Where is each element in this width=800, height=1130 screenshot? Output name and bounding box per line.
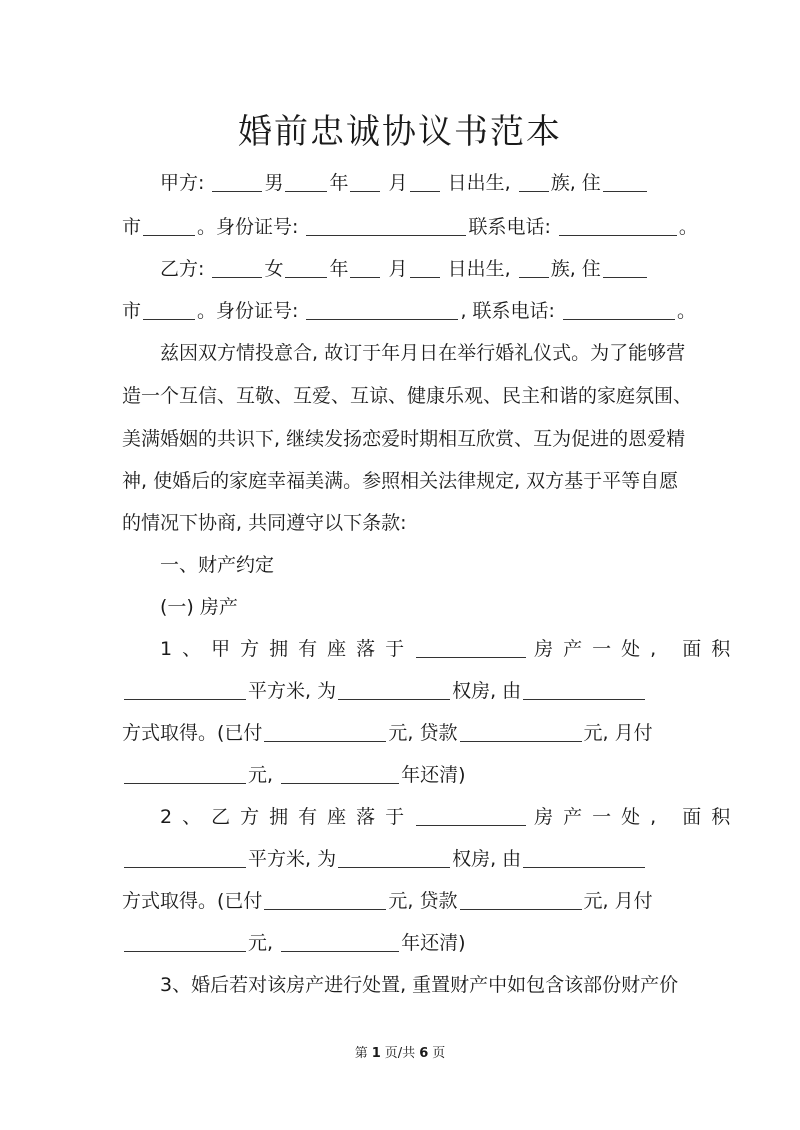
clause-text: 权房, 由: [452, 680, 522, 702]
clause-3-line1: 3、婚后若对该房产进行处置, 重置财产中如包含该部份财产价: [160, 974, 679, 996]
clause-text: 元,: [248, 764, 274, 786]
clause-2-line4: [122, 930, 682, 956]
phone-label: 联系电话:: [468, 216, 551, 238]
party-b-label: 乙方:: [160, 258, 205, 280]
blank: [338, 847, 450, 868]
clause-2-line3: [122, 888, 682, 914]
blank: [350, 257, 380, 278]
preamble-line: 神, 使婚后的家庭幸福美满。参照相关法律规定, 双方基于平等自愿: [122, 470, 679, 492]
blank: [281, 763, 399, 784]
clause-text: 房产一处, 面积: [534, 638, 741, 660]
blank: [519, 171, 549, 192]
blank: [124, 847, 246, 868]
year-text: 年: [329, 258, 349, 280]
clause-text: 年还清): [401, 764, 466, 786]
clause-text: 年还清): [401, 932, 466, 954]
clause-2-line2: [122, 846, 682, 872]
preamble-line: 美满婚姻的共识下, 继续发扬恋爱时期相互欣赏、互为促进的恩爱精: [122, 428, 686, 450]
blank: [460, 889, 582, 910]
blank: [124, 931, 246, 952]
party-b-line1: [160, 256, 720, 282]
period-text: 。: [678, 216, 698, 238]
blank: [212, 171, 262, 192]
clause-text: 2、乙方拥有座落于: [160, 806, 415, 828]
year-text: 年: [329, 172, 349, 194]
clause-text: 平方米, 为: [248, 848, 337, 870]
blank: [285, 257, 327, 278]
blank: [460, 721, 582, 742]
blank: [143, 299, 195, 320]
clause-2-line1: [160, 804, 741, 830]
blank: [143, 215, 195, 236]
document-title: 婚前忠诚协议书范本: [238, 112, 562, 152]
blank: [523, 847, 645, 868]
clause-1-line2: [122, 678, 682, 704]
blank: [350, 171, 380, 192]
blank: [124, 679, 246, 700]
ethnicity-text: 族, 住: [550, 258, 601, 280]
id-label: 。身份证号:: [197, 300, 299, 322]
party-b-line2: [122, 298, 697, 324]
clause-text: 元, 月付: [583, 890, 653, 912]
blank: [124, 763, 246, 784]
footer-text: 第: [354, 1046, 368, 1061]
city-text: 市: [122, 216, 142, 238]
blank: [264, 721, 386, 742]
blank: [410, 171, 440, 192]
gender-text: 女: [264, 258, 284, 280]
month-text: 月: [388, 172, 408, 194]
clause-text: 元,: [248, 932, 274, 954]
section-heading: 一、财产约定: [160, 554, 275, 576]
party-a-line1: [160, 170, 720, 196]
clause-text: 元, 贷款: [388, 722, 458, 744]
blank: [338, 679, 450, 700]
clause-text: 1、甲方拥有座落于: [160, 638, 415, 660]
month-text: 月: [388, 258, 408, 280]
preamble-line: 造一个互信、互敬、互爱、互谅、健康乐观、民主和谐的家庭氛围、: [122, 385, 693, 407]
period-text: 。: [677, 300, 697, 322]
clause-text: 平方米, 为: [248, 680, 337, 702]
blank: [285, 171, 327, 192]
preamble-line: 的情况下协商, 共同遵守以下条款:: [122, 512, 407, 534]
footer-text: 页/共: [384, 1046, 416, 1061]
blank: [523, 679, 645, 700]
clause-1-line3: [122, 720, 682, 746]
blank: [306, 215, 466, 236]
clause-text: 元, 月付: [583, 722, 653, 744]
subsection-heading: (一) 房产: [160, 596, 238, 618]
blank: [603, 257, 647, 278]
birth-text: 日出生,: [447, 172, 511, 194]
birth-text: 日出生,: [447, 258, 511, 280]
blank: [416, 637, 526, 658]
clause-1-line4: [122, 762, 682, 788]
clause-text: 房产一处, 面积: [534, 806, 741, 828]
blank: [416, 805, 526, 826]
blank: [410, 257, 440, 278]
clause-text: 权房, 由: [452, 848, 522, 870]
current-page-number: 1: [371, 1046, 381, 1061]
blank: [281, 931, 399, 952]
phone-label: , 联系电话:: [460, 300, 555, 322]
party-a-label: 甲方:: [160, 172, 205, 194]
clause-text: 方式取得。(已付: [122, 722, 263, 744]
blank: [306, 299, 458, 320]
total-page-number: 6: [419, 1046, 429, 1061]
clause-text: 元, 贷款: [388, 890, 458, 912]
footer-text: 页: [432, 1046, 446, 1061]
party-a-line2: [122, 214, 698, 240]
blank: [603, 171, 647, 192]
city-text: 市: [122, 300, 142, 322]
blank: [559, 215, 677, 236]
blank: [212, 257, 262, 278]
ethnicity-text: 族, 住: [550, 172, 601, 194]
blank: [563, 299, 675, 320]
clause-1-line1: [160, 636, 741, 662]
page-footer: [0, 1042, 800, 1061]
id-label: 。身份证号:: [197, 216, 299, 238]
preamble-line: 兹因双方情投意合, 故订于年月日在举行婚礼仪式。为了能够营: [160, 342, 686, 364]
blank: [264, 889, 386, 910]
clause-text: 方式取得。(已付: [122, 890, 263, 912]
blank: [519, 257, 549, 278]
gender-text: 男: [264, 172, 284, 194]
